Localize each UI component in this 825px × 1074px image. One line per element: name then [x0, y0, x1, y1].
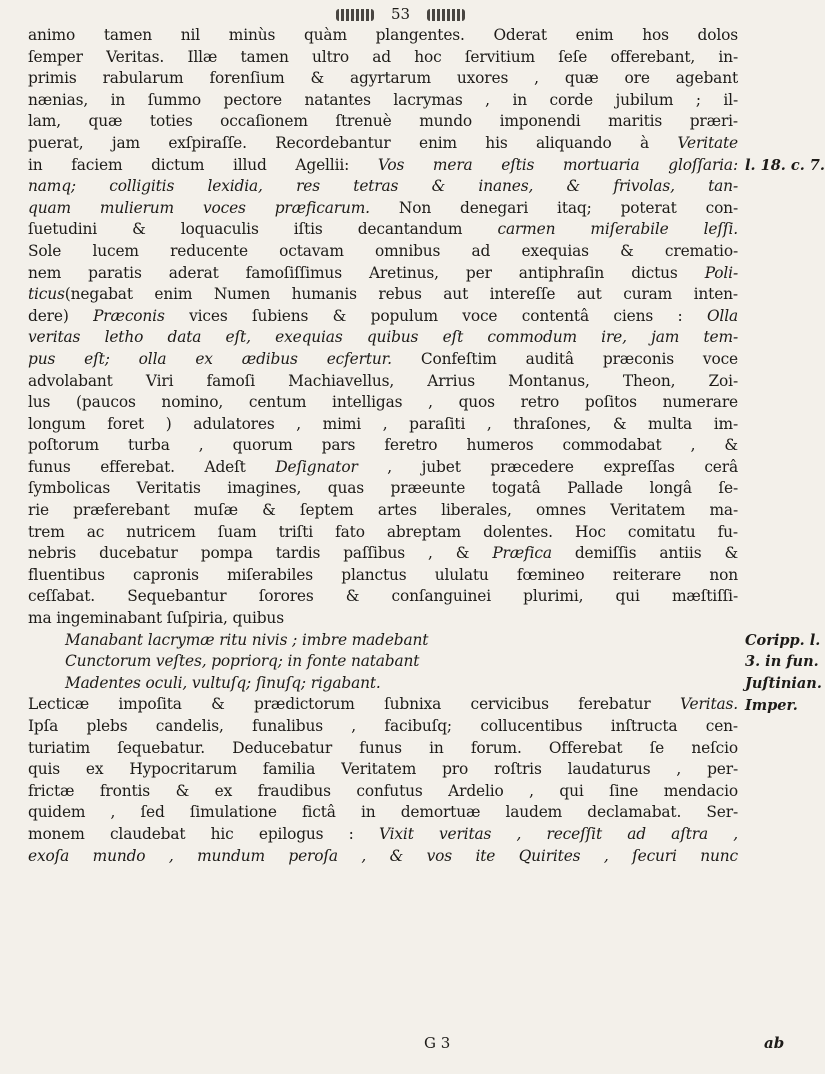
text-run: turiatim ſequebatur. Deducebatur funus in forum. Offerebat ſe neſcio	[28, 738, 738, 757]
text-run: Lecticæ impoſita & prædictorum ſubnixa cervicibus ferebatur	[28, 695, 680, 714]
margin-note: Coripp. l.	[745, 631, 821, 649]
text-line	[28, 155, 738, 177]
text-line	[28, 457, 738, 479]
italic-run: Veritate	[677, 133, 738, 152]
text-run: nænias, in ſummo pectore natantes lacrymas , in corde jubilum ; il-	[28, 90, 738, 109]
italic-run: Manabant lacrymæ ritu nivis ; imbre madebant	[65, 630, 429, 649]
text-line	[28, 781, 738, 803]
text-line	[28, 651, 738, 673]
text-run: vices ſubiens & populum voce contentâ ciens :	[164, 306, 707, 325]
text-line	[28, 327, 738, 349]
text-run: dere)	[28, 306, 94, 325]
text-run: ſymbolicas Veritatis imagines, quas præeunte togatâ Pallade longâ ſe-	[28, 479, 738, 498]
text-line	[28, 543, 738, 565]
text-run: lus (paucos nomino, centum intelligas , quos retro poſitos numerare	[28, 393, 738, 412]
text-line	[28, 371, 738, 393]
text-run: advolabant Viri famoſi Machiavellus, Arrius Montanus, Theon, Zoi-	[28, 371, 738, 390]
margin-note: Juſtinian.	[745, 675, 822, 692]
text-run: (negabat enim Numen humanis rebus aut intereſſe aut curam inten-	[64, 285, 738, 304]
page-header	[0, 2, 801, 26]
text-line	[28, 111, 738, 133]
text-run: primis rabularum forenſium & agyrtarum uxores , quæ ore agebant	[28, 69, 738, 88]
page-number: 53	[390, 5, 411, 23]
italic-run: exoſa mundo , mundum peroſa , & vos ite Quirites , ſecuri nunc	[28, 846, 738, 865]
italic-run: Cunctorum veſtes, popriorq; in fonte natabant	[65, 652, 420, 671]
text-run: Ipſa plebs candelis, funalibus , facibuſq; collucentibus inſtructa cen-	[28, 717, 738, 735]
text-run: in faciem dictum illud Agellii:	[28, 155, 378, 174]
italic-run: ticus	[28, 285, 65, 304]
text-run: funus efferebat. Adeſt	[28, 457, 276, 476]
italic-run: quam mulierum voces præficarum.	[28, 198, 370, 217]
text-line	[28, 414, 738, 436]
text-line	[28, 435, 738, 457]
text-run: nem paratis aderat famoſiſſimus Aretinus, per antiphraſin dictus	[28, 263, 705, 282]
text-run: ma ingeminabant ſuſpiria, quibus	[28, 609, 284, 628]
text-line	[28, 673, 738, 695]
italic-run: Deſignator	[275, 457, 358, 476]
text-run: longum foret ) adulatores , mimi , paraſiti , thraſones, & multa im-	[28, 414, 738, 433]
text-run: ſuetudini & loquaculis iſtis decantandum	[28, 220, 498, 239]
text-line	[28, 219, 738, 241]
margin-note: Imper.	[745, 696, 798, 714]
text-run: demiſſis antiis &	[551, 544, 738, 563]
text-run: nebris ducebatur pompa tardis paſſibus , &	[28, 544, 493, 563]
text-line	[28, 694, 738, 716]
text-run: poſtorum turba , quorum pars feretro humeros commodabat , &	[28, 436, 738, 455]
text-run: animo tamen nil minùs quàm plangentes. Oderat enim hos dolos	[28, 26, 738, 44]
text-line	[28, 565, 738, 587]
text-line	[28, 133, 738, 155]
text-line	[28, 263, 738, 285]
right-ornament-icon	[427, 9, 465, 21]
text-line	[28, 392, 738, 414]
text-line	[28, 630, 738, 652]
italic-run: Olla	[706, 306, 738, 325]
text-run: Sole lucem reducente octavam omnibus ad exequias & crematio-	[28, 241, 738, 260]
text-line	[28, 47, 738, 69]
text-line	[28, 284, 738, 306]
text-run: quis ex Hypocritarum familia Veritatem pro roſtris laudaturus , per-	[28, 760, 738, 779]
italic-run: veritas letho data eſt, exequias quibus eſt commodum ire, jam tem-	[28, 328, 738, 347]
left-ornament-icon	[336, 9, 374, 21]
catchword: ab	[764, 1034, 785, 1052]
text-run: ceſſabat. Sequebantur ſorores & conſanguinei plurimi, qui mæſtiſſi-	[28, 587, 738, 606]
text-line	[28, 586, 738, 608]
text-line	[28, 198, 738, 220]
margin-note: 3. in fun.	[745, 653, 819, 671]
italic-run: pus eſt; olla ex ædibus ecfertur.	[28, 349, 392, 368]
italic-run: Vos mera eſtis mortuaria gloſſaria:	[377, 155, 738, 174]
text-run: , jubet præcedere expreſſas cerâ	[357, 457, 738, 476]
italic-run: Præconis	[93, 306, 165, 325]
text-run: Non denegari itaq; poterat con-	[369, 198, 738, 217]
text-line	[28, 306, 738, 328]
text-run: lam, quæ toties occaſionem ſtrenuè mundo imponendi maritis præri-	[28, 112, 738, 131]
text-line	[28, 738, 738, 760]
text-run: Confeſtim auditâ præconis voce	[391, 349, 739, 368]
text-line	[28, 478, 738, 500]
text-line	[28, 349, 738, 371]
italic-run: namq; colligitis lexidia, res tetras & inanes, & frivolas, tan-	[28, 177, 738, 196]
text-line	[28, 90, 738, 112]
text-line	[28, 608, 738, 630]
italic-run: carmen miſerabile leſſi.	[497, 220, 738, 239]
text-run: monem claudebat hic epilogus :	[28, 824, 379, 843]
text-run: trem ac nutricem ſuam triſti fato abreptam dolentes. Hoc comitatu fu-	[28, 522, 738, 541]
italic-run: Madentes oculi, vultuſq; ſinuſq; rigabant.	[65, 673, 381, 692]
text-line	[28, 522, 738, 544]
body-text	[28, 25, 738, 867]
text-line	[28, 241, 738, 263]
margin-note: l. 18. c. 7.	[745, 156, 825, 174]
text-line	[28, 25, 738, 47]
text-run: ſemper Veritas. Illæ tamen ultro ad hoc ſervitium ſeſe offerebant, in-	[28, 47, 738, 66]
text-run: quidem , ſed ſimulatione fictâ in demortuæ laudem declamabat. Ser-	[28, 803, 738, 822]
text-line	[28, 500, 738, 522]
text-line	[28, 716, 738, 738]
italic-run: Veritas.	[679, 695, 738, 714]
text-line	[28, 176, 738, 198]
text-run: fluentibus capronis miſerabiles planctus ululatu fœmineo reiterare non	[28, 565, 738, 584]
text-run: puerat, jam exſpiraſſe. Recordebantur enim his aliquando à	[28, 133, 678, 152]
italic-run: Poli-	[704, 263, 738, 282]
text-run: frictæ frontis & ex fraudibus confutus Ardelio , qui ſine mendacio	[28, 781, 738, 800]
text-line	[28, 759, 738, 781]
signature-mark: G 3	[424, 1034, 451, 1052]
text-line	[28, 824, 738, 846]
text-run: rie præferebant muſæ & ſeptem artes liberales, omnes Veritatem ma-	[28, 501, 738, 520]
text-line	[28, 68, 738, 90]
text-line	[28, 802, 738, 824]
italic-run: Vixit veritas , receſſit ad aſtra ,	[378, 824, 738, 843]
italic-run: Præfica	[492, 544, 552, 563]
text-line	[28, 846, 738, 868]
